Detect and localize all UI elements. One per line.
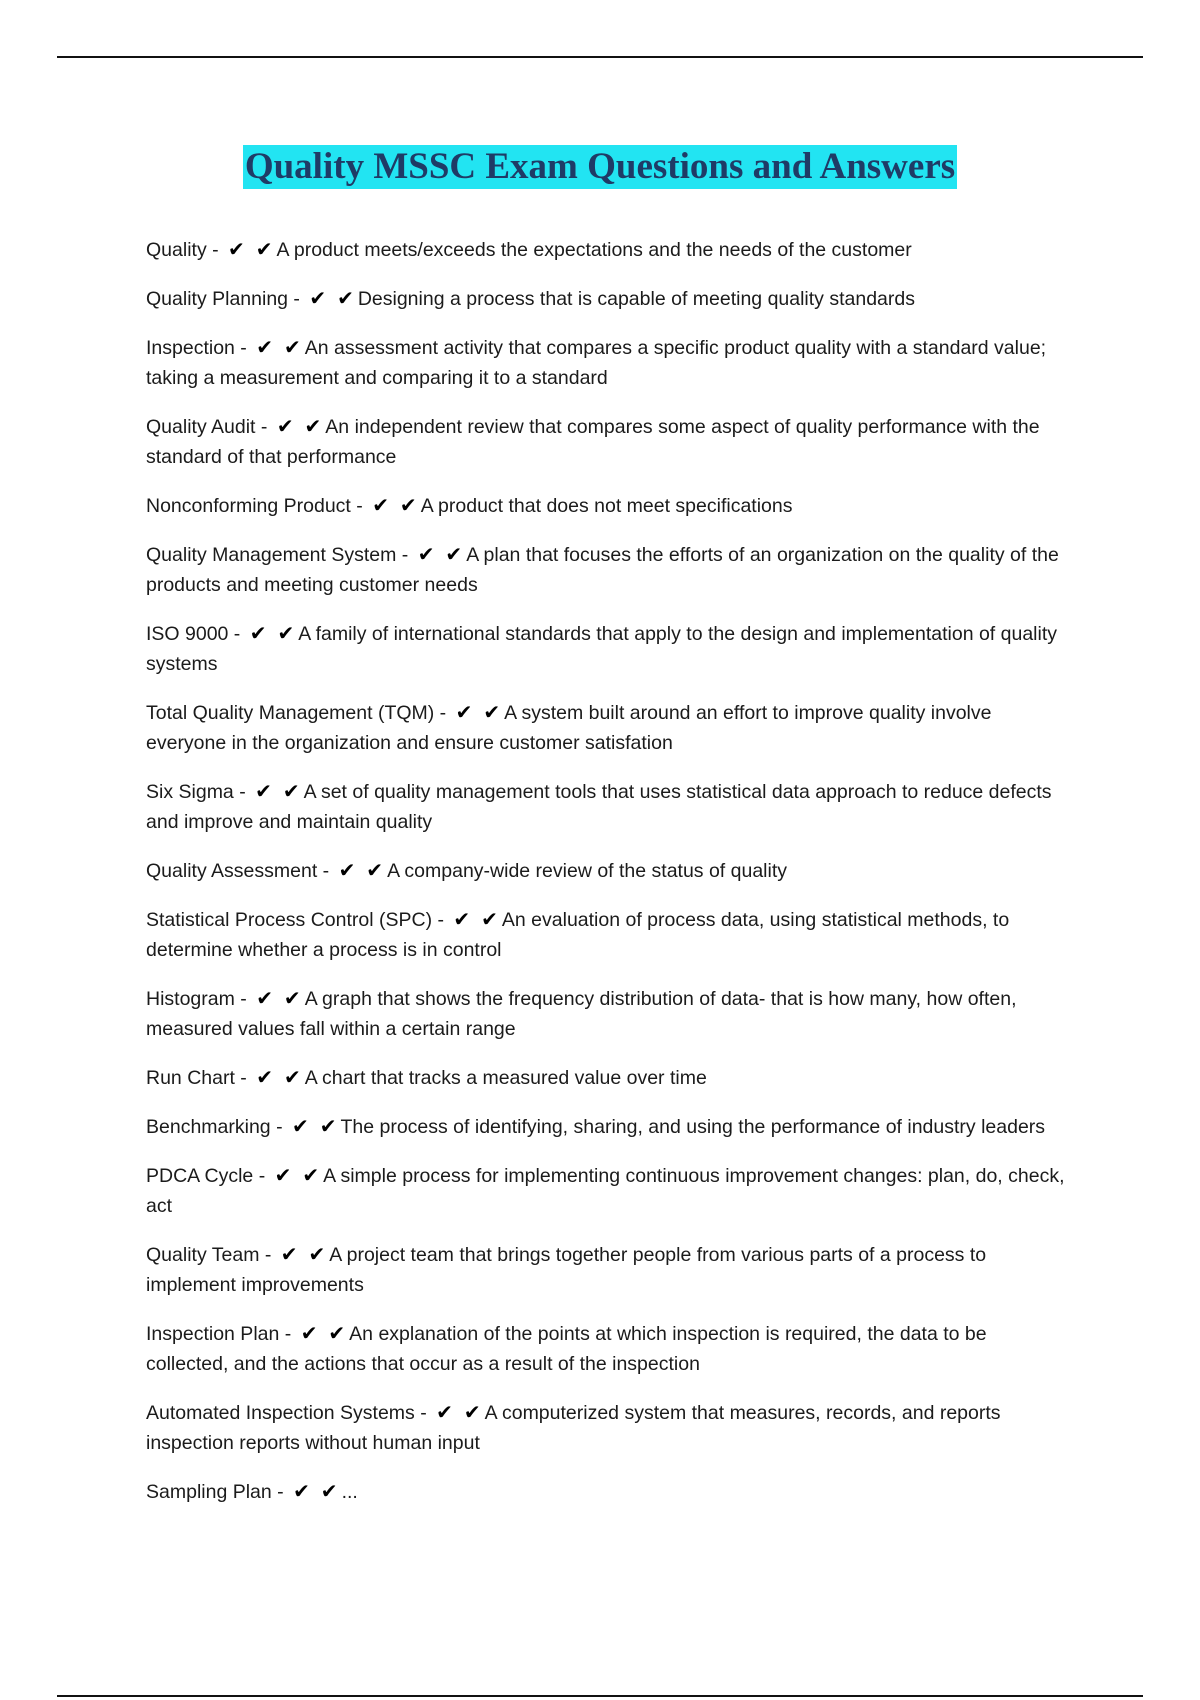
qa-term: Nonconforming Product - — [146, 495, 363, 517]
check-mark-icon: ✔ ✔ — [293, 1479, 340, 1503]
qa-term: Benchmarking - — [146, 1116, 283, 1138]
qa-term: Histogram - — [146, 988, 247, 1010]
qa-definition: A family of international standards that apply to the design and implementation of quality systems — [146, 623, 1058, 675]
qa-item — [146, 411, 1066, 472]
title-container — [0, 145, 1200, 189]
qa-term: Six Sigma - — [146, 781, 246, 803]
check-mark-icon: ✔ ✔ — [256, 335, 303, 359]
qa-term: PDCA Cycle - — [146, 1165, 266, 1187]
check-mark-icon: ✔ ✔ — [300, 1321, 348, 1345]
qa-term: Run Chart - — [146, 1067, 247, 1089]
qa-definition: An independent review that compares some aspect of quality performance with the standard of that performance — [146, 416, 1040, 468]
qa-term: Quality - — [146, 239, 219, 261]
qa-definition: A graph that shows the frequency distribution of data- that is how many, how often, measured values fall within a certain range — [146, 988, 1017, 1040]
qa-term: ISO 9000 - — [146, 623, 241, 645]
qa-term: Statistical Process Control (SPC) - — [146, 909, 444, 931]
check-mark-icon: ✔ ✔ — [436, 1400, 483, 1424]
check-mark-icon: ✔ ✔ — [453, 907, 500, 931]
qa-item — [146, 697, 1066, 758]
check-mark-icon: ✔ ✔ — [455, 700, 503, 724]
qa-item — [146, 1239, 1066, 1300]
qa-definition: An evaluation of process data, using statistical methods, to determine whether a process is in control — [146, 909, 1010, 961]
qa-definition: A simple process for implementing continuous improvement changes: plan, do, check, act — [146, 1165, 1065, 1217]
footer-rule — [57, 1695, 1143, 1697]
qa-definition: A company-wide review of the status of quality — [387, 860, 788, 882]
check-mark-icon: ✔ ✔ — [256, 1065, 303, 1089]
qa-item — [146, 490, 1066, 521]
qa-item — [146, 855, 1066, 886]
qa-item — [146, 1476, 1066, 1507]
qa-term: Total Quality Management (TQM) - — [146, 702, 447, 724]
qa-definition: ... — [341, 1481, 358, 1503]
qa-item — [146, 983, 1066, 1044]
qa-item — [146, 1160, 1066, 1221]
qa-item — [146, 1111, 1066, 1142]
qa-term: Quality Planning - — [146, 288, 300, 310]
qa-term: Automated Inspection Systems - — [146, 1402, 427, 1424]
qa-item — [146, 618, 1066, 679]
qa-item — [146, 283, 1066, 314]
check-mark-icon: ✔ ✔ — [274, 1163, 322, 1187]
check-mark-icon: ✔ ✔ — [338, 858, 386, 882]
check-mark-icon: ✔ ✔ — [228, 237, 275, 261]
qa-term: Inspection Plan - — [146, 1323, 292, 1345]
qa-term: Inspection - — [146, 337, 247, 359]
qa-list — [146, 234, 1066, 1525]
qa-item — [146, 332, 1066, 393]
qa-definition: The process of identifying, sharing, and using the performance of industry leaders — [340, 1116, 1046, 1138]
check-mark-icon: ✔ ✔ — [309, 286, 356, 310]
header-rule — [57, 56, 1143, 58]
document-title: Quality MSSC Exam Questions and Answers — [244, 146, 956, 187]
check-mark-icon: ✔ ✔ — [417, 542, 465, 566]
qa-term: Quality Audit - — [146, 416, 268, 438]
qa-item — [146, 904, 1066, 965]
qa-term: Quality Management System - — [146, 544, 409, 566]
check-mark-icon: ✔ ✔ — [256, 986, 303, 1010]
qa-term: Sampling Plan - — [146, 1481, 284, 1503]
qa-definition: A project team that brings together people from various parts of a process to implement improvements — [146, 1244, 987, 1296]
check-mark-icon: ✔ ✔ — [255, 779, 302, 803]
qa-definition: A product that does not meet specifications — [420, 495, 793, 517]
qa-definition: A computerized system that measures, records, and reports inspection reports without human input — [146, 1402, 1001, 1454]
check-mark-icon: ✔ ✔ — [276, 414, 324, 438]
qa-definition: A system built around an effort to improve quality involve everyone in the organization and ensure customer satisfation — [146, 702, 992, 754]
check-mark-icon: ✔ ✔ — [291, 1114, 339, 1138]
qa-item — [146, 1397, 1066, 1458]
qa-definition: A plan that focuses the efforts of an organization on the quality of the products and meeting customer needs — [146, 544, 1059, 596]
qa-definition: A set of quality management tools that uses statistical data approach to reduce defects and improve and maintain quality — [146, 781, 1052, 833]
qa-item — [146, 1062, 1066, 1093]
check-mark-icon: ✔ ✔ — [372, 493, 419, 517]
qa-definition: A product meets/exceeds the expectations and the needs of the customer — [276, 239, 912, 261]
qa-definition: An explanation of the points at which inspection is required, the data to be collected, and the actions that occur as a result of the inspection — [146, 1323, 987, 1375]
qa-item — [146, 1318, 1066, 1379]
qa-definition: An assessment activity that compares a specific product quality with a standard value; taking a measurement and comparing it to a standard — [146, 337, 1047, 389]
check-mark-icon: ✔ ✔ — [280, 1242, 328, 1266]
qa-definition: A chart that tracks a measured value over time — [304, 1067, 707, 1089]
qa-definition: Designing a process that is capable of meeting quality standards — [357, 288, 915, 310]
qa-item — [146, 539, 1066, 600]
qa-item — [146, 234, 1066, 265]
qa-term: Quality Assessment - — [146, 860, 330, 882]
check-mark-icon: ✔ ✔ — [249, 621, 297, 645]
qa-item — [146, 776, 1066, 837]
qa-term: Quality Team - — [146, 1244, 272, 1266]
